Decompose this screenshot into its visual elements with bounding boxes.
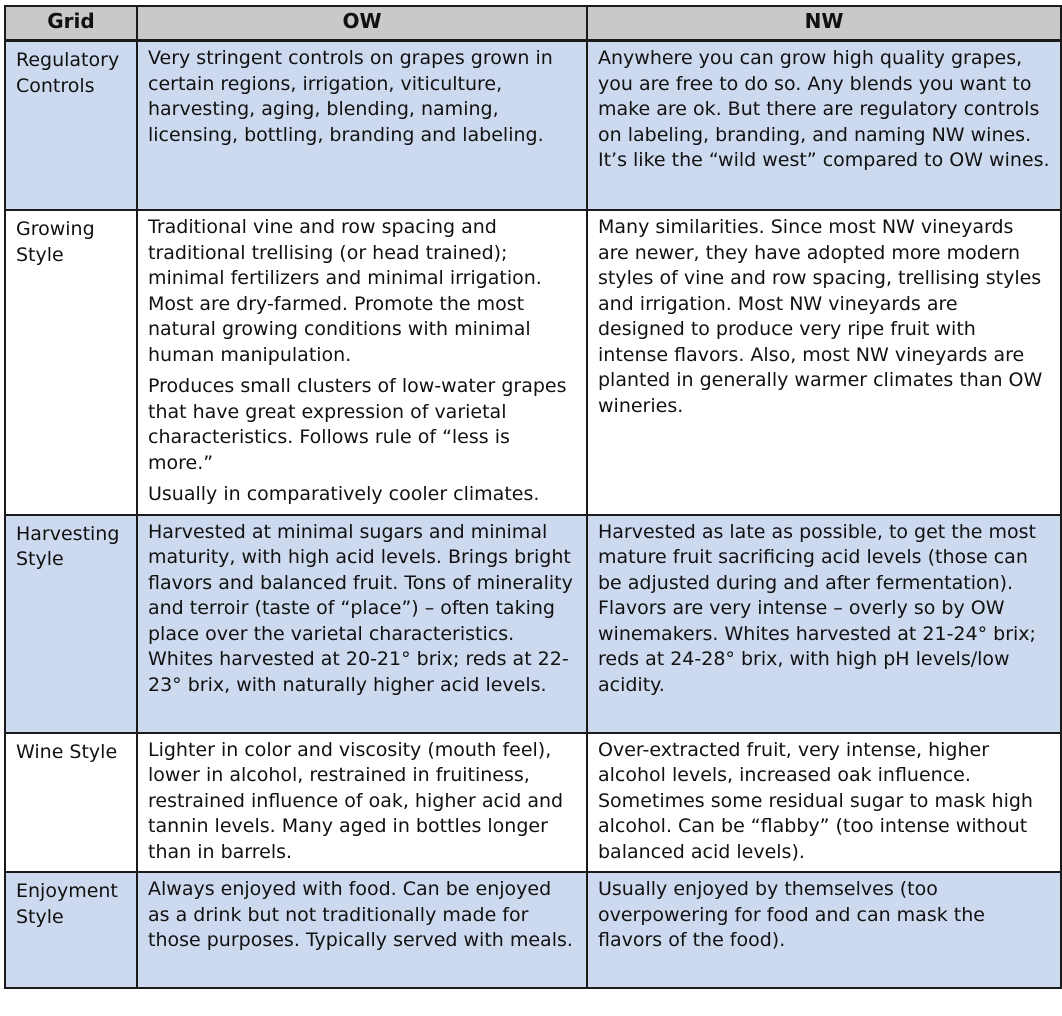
- comparison-table: [4, 5, 1062, 989]
- ow-text: Harvested at minimal sugars and minimal maturity, with high acid levels. Brings bright flavors and balanced fruit. Tons of minerality and terroir (taste of “place”) – often taking place over the varietal characteristics. Whites harvested at 20-21° brix; reds at 22-23° brix, with naturally higher acid levels.: [148, 520, 573, 696]
- ow-text: Lighter in color and viscosity (mouth feel), lower in alcohol, restrained in fruitiness, restrained influence of oak, higher acid and tannin levels. Many aged in bottles longer than in barrels.: [148, 738, 564, 863]
- row-label: Wine Style: [5, 733, 137, 873]
- row-label: Growing Style: [5, 210, 137, 515]
- header-ow: OW: [137, 6, 587, 41]
- row-growing-style: [5, 210, 1061, 515]
- row-label: Harvesting Style: [5, 515, 137, 733]
- row-label: Enjoyment Style: [5, 872, 137, 988]
- nw-text: Anywhere you can grow high quality grapes, you are free to do so. Any blends you want to make are ok. But there are regulatory controls on labeling, branding, and naming NW wines. It’s like the “wild west” compared to OW wines.: [598, 47, 1050, 171]
- row-label: Regulatory Controls: [5, 41, 137, 211]
- ow-text: Always enjoyed with food. Can be enjoyed as a drink but not traditionally made for those purposes. Typically served with meals.: [148, 878, 573, 951]
- ow-cell: [137, 210, 587, 515]
- nw-text: Over-extracted fruit, very intense, higher alcohol levels, increased oak influence. Sometimes some residual sugar to mask high alcohol. Can be “flabby” (too intense without balanced acid levels).: [598, 738, 1033, 863]
- ow-cell: [137, 872, 587, 988]
- nw-text: Usually enjoyed by themselves (too overpowering for food and can mask the flavors of the food).: [598, 878, 985, 951]
- nw-cell: [587, 733, 1061, 873]
- header-nw: NW: [587, 6, 1061, 41]
- ow-text: Traditional vine and row spacing and traditional trellising (or head trained); minimal fertilizers and minimal irrigation. Most are dry-farmed. Promote the most natural growing conditions with minimal human manipulation.: [148, 216, 542, 366]
- ow-text: Usually in comparatively cooler climates.: [148, 483, 540, 505]
- nw-cell: [587, 210, 1061, 515]
- nw-cell: [587, 872, 1061, 988]
- row-enjoyment-style: [5, 872, 1061, 988]
- nw-cell: [587, 515, 1061, 733]
- ow-text: Produces small clusters of low-water grapes that have great expression of varietal characteristics. Follows rule of “less is more.”: [148, 375, 567, 474]
- header-row: [5, 6, 1061, 41]
- nw-cell: [587, 41, 1061, 211]
- row-harvesting-style: [5, 515, 1061, 733]
- row-wine-style: [5, 733, 1061, 873]
- nw-text: Harvested as late as possible, to get the most mature fruit sacrificing acid levels (those can be adjusted during and after fermentation). Flavors are very intense – overly so by OW winemakers. Whites harvested at 21-24° brix; reds at 24-28° brix, with high pH levels/low acidity.: [598, 520, 1037, 696]
- ow-cell: [137, 515, 587, 733]
- nw-text: Many similarities. Since most NW vineyards are newer, they have adopted more modern styles of vine and row spacing, trellising styles and irrigation. Most NW vineyards are designed to produce very ripe fruit with intense flavors. Also, most NW vineyards are planted in generally warmer climates than OW wineries.: [598, 216, 1043, 417]
- ow-cell: [137, 41, 587, 211]
- header-grid: Grid: [5, 6, 137, 41]
- ow-text: Very stringent controls on grapes grown in certain regions, irrigation, viticulture, harvesting, aging, blending, naming, licensing, bottling, branding and labeling.: [148, 47, 553, 146]
- row-regulatory-controls: [5, 41, 1061, 211]
- ow-cell: [137, 733, 587, 873]
